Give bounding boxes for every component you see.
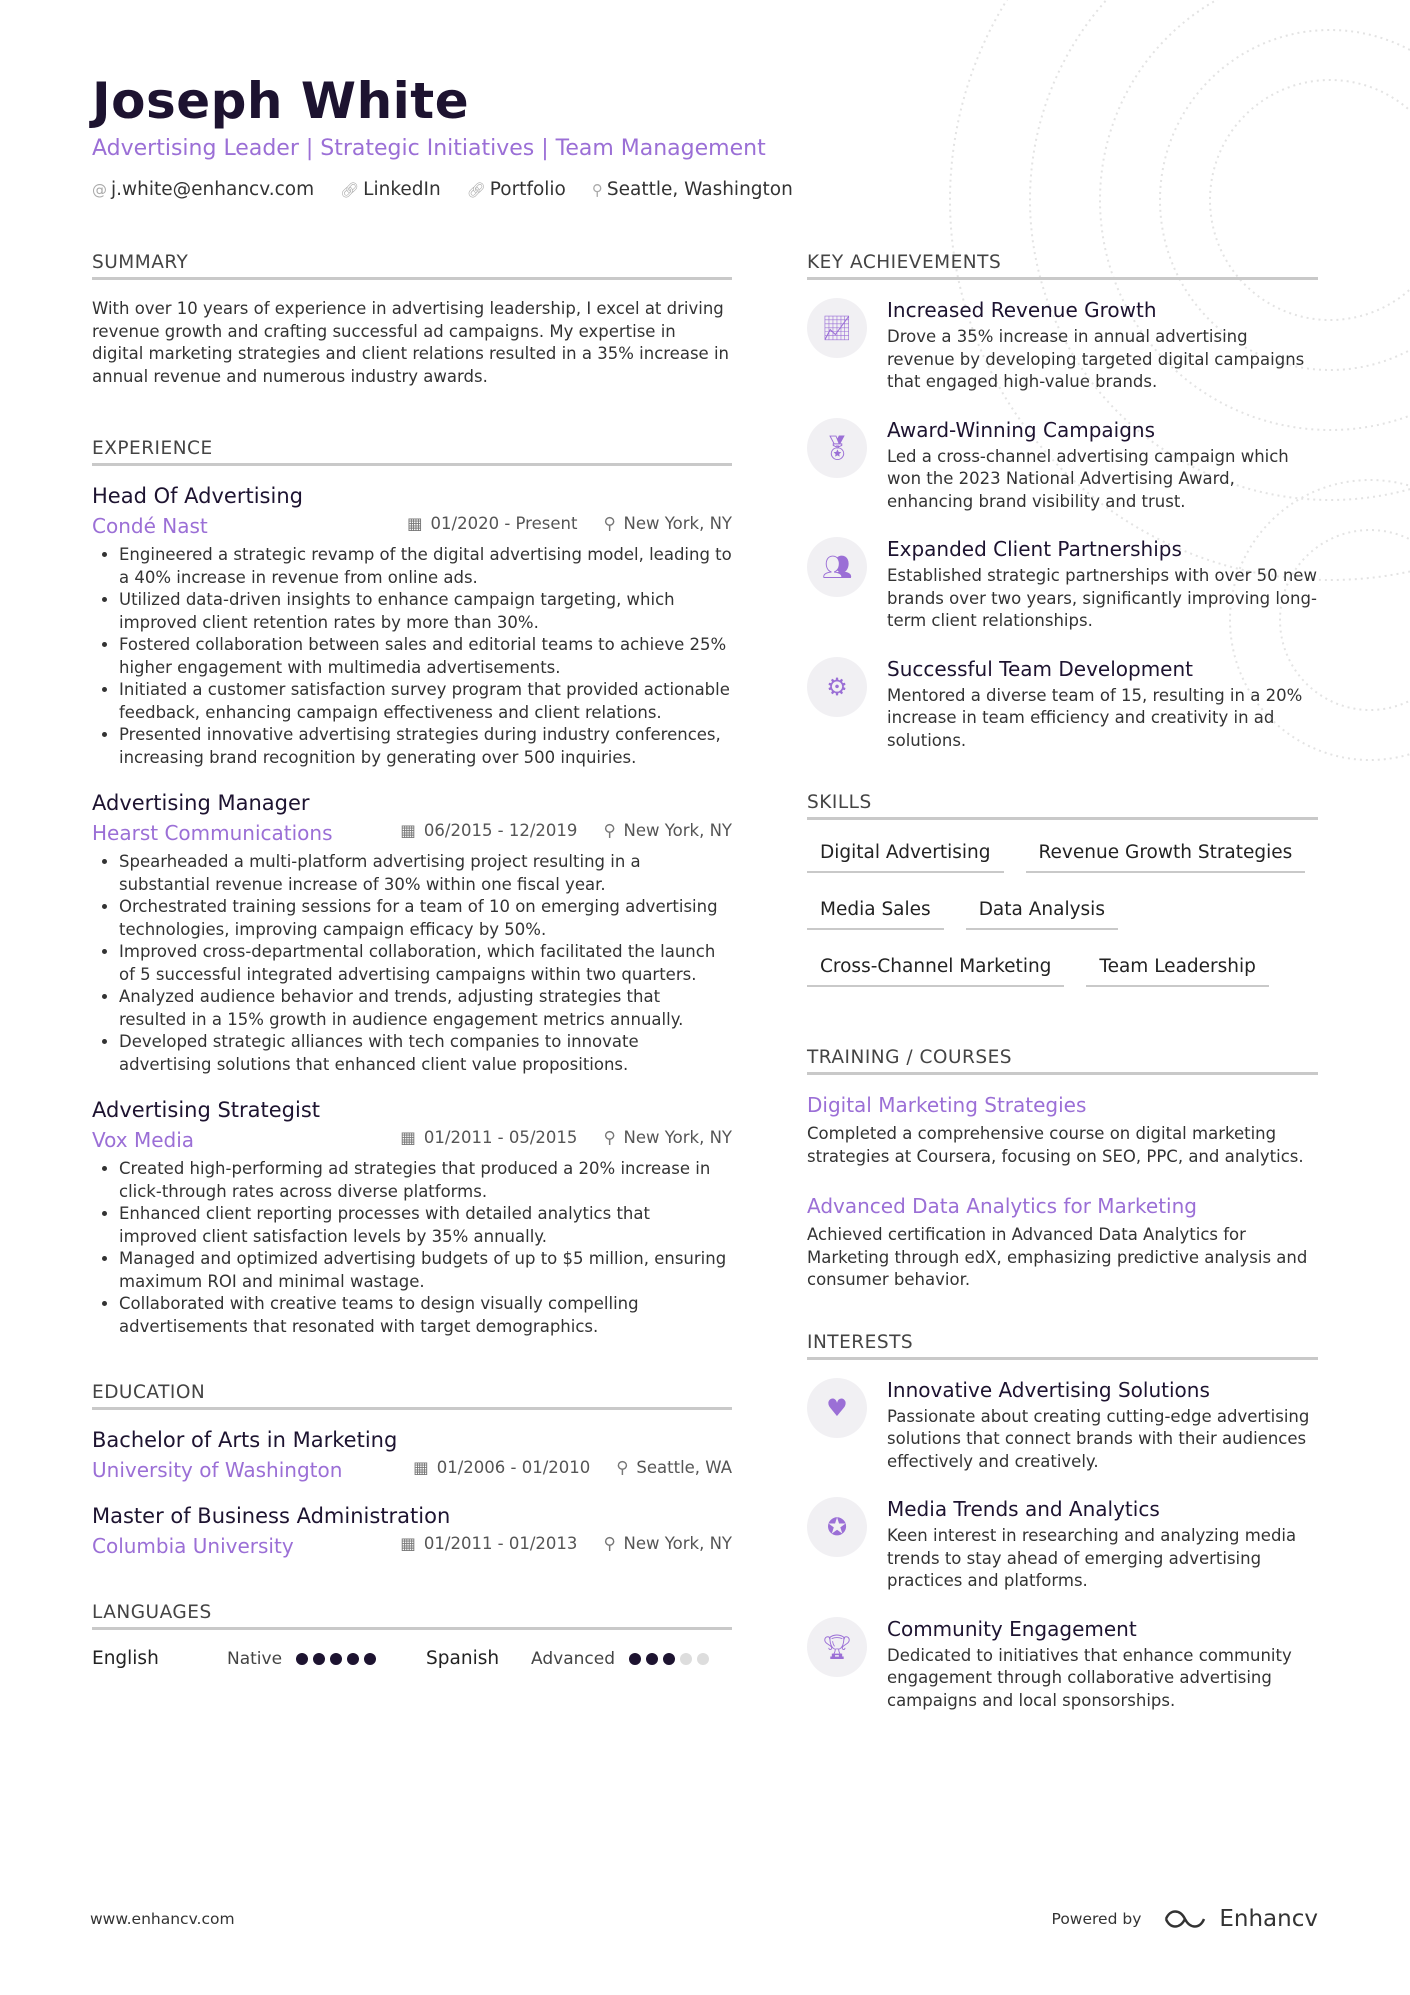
section-title: TRAINING / COURSES xyxy=(807,1047,1318,1075)
footer xyxy=(90,1906,1318,1932)
section-title: SKILLS xyxy=(807,792,1318,820)
education-details xyxy=(413,1458,732,1482)
link-icon: 🔗︎ xyxy=(466,181,486,199)
trophy-icon: 🏆︎ xyxy=(807,1617,867,1677)
skill-list xyxy=(807,838,1318,987)
enhancv-logo[interactable] xyxy=(1163,1906,1318,1932)
job-location xyxy=(603,821,732,845)
proficiency-dot xyxy=(347,1653,359,1665)
contact-text: j.white@enhancv.com xyxy=(111,179,315,200)
contact-linkedin[interactable] xyxy=(340,179,441,200)
gears-icon: ⚙ xyxy=(807,657,867,717)
interest xyxy=(807,1617,1318,1713)
heart-icon: ♥ xyxy=(807,1378,867,1438)
degree: Master of Business Administration xyxy=(92,1504,451,1528)
achievement-title: Successful Team Development xyxy=(887,656,1193,681)
proficiency-dot xyxy=(296,1653,308,1665)
proficiency-dot xyxy=(313,1653,325,1665)
calendar-icon: ▦ xyxy=(400,1128,416,1147)
medal-icon: 🏅︎ xyxy=(807,418,867,478)
enhancv-logo-icon xyxy=(1163,1908,1209,1930)
candidate-name: Joseph White xyxy=(92,72,470,130)
location-icon: ⚲ xyxy=(603,1128,616,1147)
left-column xyxy=(92,252,732,1669)
calendar-icon: ▦ xyxy=(400,821,416,840)
section-title: KEY ACHIEVEMENTS xyxy=(807,252,1318,280)
chart-line-icon: 📈︎ xyxy=(807,298,867,358)
achievement-body xyxy=(887,657,1318,753)
interest-text: Dedicated to initiatives that enhance community engagement through collaborative advertising campaigns and local sponsorships. xyxy=(887,1645,1292,1710)
training-list xyxy=(807,1093,1318,1292)
interest-text: Passionate about creating cutting-edge advertising solutions that connect brands with their audiences effectively and creatively. xyxy=(887,1406,1310,1471)
school-name[interactable]: University of Washington xyxy=(92,1458,343,1482)
bullet-item: • Collaborated with creative teams to design visually compelling advertisements that resonated with target demographics. xyxy=(119,1293,732,1338)
users-icon: 👥︎ xyxy=(807,537,867,597)
interest-body xyxy=(887,1497,1318,1593)
job-meta xyxy=(92,821,732,845)
dates-text: 01/2011 - 01/2013 xyxy=(423,1534,578,1553)
bullet-item: • Initiated a customer satisfaction survey program that provided actionable feedback, enhancing campaign effectiveness and client relations. xyxy=(119,679,732,724)
contact-text: LinkedIn xyxy=(363,179,441,200)
bullet-item: • Fostered collaboration between sales and editorial teams to achieve 25% higher engagement with multimedia advertisements. xyxy=(119,634,732,679)
link-icon: 🔗︎ xyxy=(340,181,360,199)
location-text: New York, NY xyxy=(623,821,732,840)
language-level: Native xyxy=(227,1648,283,1669)
language-name: Spanish xyxy=(426,1648,500,1669)
job-meta xyxy=(92,514,732,538)
education-list xyxy=(92,1428,732,1558)
achievement xyxy=(807,298,1318,394)
job-title: Advertising Manager xyxy=(92,791,310,815)
company-name[interactable]: Condé Nast xyxy=(92,514,208,538)
location-text: New York, NY xyxy=(623,1534,732,1553)
interest-text: Keen interest in researching and analyzing media trends to stay ahead of emerging advertising practices and platforms. xyxy=(887,1526,1297,1590)
training-item xyxy=(807,1194,1318,1292)
education-location xyxy=(616,1458,732,1482)
skill-tag: Data Analysis xyxy=(966,895,1118,930)
brand-name: Enhancv xyxy=(1219,1906,1318,1932)
bullet-item: • Spearheaded a multi-platform advertising project resulting in a substantial revenue increase of 30% within one fiscal year. xyxy=(119,851,732,896)
bullet-list xyxy=(119,1158,732,1338)
job-entry xyxy=(92,1098,732,1338)
proficiency-dot xyxy=(330,1653,342,1665)
achievement xyxy=(807,657,1318,753)
dates-text: 01/2020 - Present xyxy=(430,514,578,533)
location-icon: ⚲ xyxy=(616,1458,629,1477)
at-icon: @ xyxy=(92,181,107,199)
location-text: New York, NY xyxy=(623,514,732,533)
degree: Bachelor of Arts in Marketing xyxy=(92,1428,398,1452)
bullet-list xyxy=(119,851,732,1076)
language-item xyxy=(92,1648,376,1669)
interest-title: Community Engagement xyxy=(887,1616,1137,1641)
job-details xyxy=(400,1128,732,1152)
language-level: Advanced xyxy=(531,1648,616,1669)
bullet-item: • Managed and optimized advertising budgets of up to $5 million, ensuring maximum ROI and minimal wastage. xyxy=(119,1248,732,1293)
company-name[interactable]: Hearst Communications xyxy=(92,821,333,845)
education-entry xyxy=(92,1504,732,1558)
education-dates xyxy=(413,1458,590,1482)
achievement xyxy=(807,418,1318,514)
interest-list xyxy=(807,1378,1318,1713)
proficiency-dot xyxy=(629,1653,641,1665)
dates-text: 01/2006 - 01/2010 xyxy=(436,1458,591,1477)
headline: Advertising Leader | Strategic Initiatives | Team Management xyxy=(92,136,766,161)
interest-title: Innovative Advertising Solutions xyxy=(887,1377,1210,1402)
location-icon: ⚲ xyxy=(603,821,616,840)
language-list xyxy=(92,1648,732,1669)
job-details xyxy=(407,514,732,538)
section-title: EXPERIENCE xyxy=(92,438,732,466)
location-text: Seattle, WA xyxy=(636,1458,732,1477)
achievement-title: Award-Winning Campaigns xyxy=(887,417,1155,442)
job-dates xyxy=(400,821,577,845)
company-name[interactable]: Vox Media xyxy=(92,1128,195,1152)
proficiency-dot xyxy=(680,1653,692,1665)
achievement xyxy=(807,537,1318,633)
proficiency-dot xyxy=(646,1653,658,1665)
bullet-item: • Created high-performing ad strategies that produced a 20% increase in click-through rates across diverse platforms. xyxy=(119,1158,732,1203)
calendar-icon: ▦ xyxy=(413,1458,429,1477)
proficiency-dots xyxy=(629,1653,709,1665)
skill-tag: Digital Advertising xyxy=(807,838,1004,873)
skill-tag: Revenue Growth Strategies xyxy=(1026,838,1306,873)
achievement-body xyxy=(887,418,1318,514)
job-dates xyxy=(400,1128,577,1152)
bullet-item: • Orchestrated training sessions for a team of 10 on emerging advertising technologies, improving campaign efficacy by 50%. xyxy=(119,896,732,941)
calendar-icon: ▦ xyxy=(400,1534,416,1553)
job-entry xyxy=(92,791,732,1076)
proficiency-dot xyxy=(364,1653,376,1665)
resume-header xyxy=(92,72,793,200)
training-title[interactable]: Advanced Data Analytics for Marketing xyxy=(807,1194,1197,1218)
interest-title: Media Trends and Analytics xyxy=(887,1497,1160,1521)
achievement-text: Established strategic partnerships with over 50 new brands over two years, significantly improving long-term client relationships. xyxy=(887,566,1317,630)
training-title[interactable]: Digital Marketing Strategies xyxy=(807,1093,1087,1117)
job-dates xyxy=(407,514,578,538)
contact-portfolio[interactable] xyxy=(467,179,566,200)
skill-tag: Media Sales xyxy=(807,895,944,930)
proficiency-dot xyxy=(697,1653,709,1665)
skill-tag: Team Leadership xyxy=(1086,952,1268,987)
location-icon: ⚲ xyxy=(603,514,616,533)
education-details xyxy=(400,1534,732,1558)
contact-text: Seattle, Washington xyxy=(606,179,793,200)
interest xyxy=(807,1497,1318,1593)
contact-location xyxy=(592,179,793,200)
contact-list xyxy=(92,179,793,200)
bullet-list xyxy=(119,544,732,769)
interest xyxy=(807,1378,1318,1474)
award-icon: ✪ xyxy=(807,1497,867,1557)
dates-text: 01/2011 - 05/2015 xyxy=(423,1128,578,1147)
achievement-body xyxy=(887,537,1318,633)
achievement-title: Increased Revenue Growth xyxy=(887,298,1157,322)
contact-email[interactable] xyxy=(92,179,314,200)
right-column xyxy=(807,252,1318,1736)
achievement-body xyxy=(887,298,1318,394)
job-details xyxy=(400,821,732,845)
section-title: INTERESTS xyxy=(807,1332,1318,1360)
training-text: Completed a comprehensive course on digital marketing strategies at Coursera, focusing on SEO, PPC, and analytics. xyxy=(807,1124,1304,1166)
job-title: Advertising Strategist xyxy=(92,1098,321,1122)
location-icon: ⚲ xyxy=(591,181,603,199)
proficiency-dot xyxy=(663,1653,675,1665)
school-name[interactable]: Columbia University xyxy=(92,1534,294,1558)
section-title: EDUCATION xyxy=(92,1382,732,1410)
interest-body xyxy=(887,1617,1318,1713)
bullet-item: • Developed strategic alliances with tech companies to innovate advertising solutions that enhanced client value propositions. xyxy=(119,1031,732,1076)
skill-tag: Cross-Channel Marketing xyxy=(807,952,1064,987)
achievement-text: Led a cross-channel advertising campaign which won the 2023 National Advertising Award, enhancing brand visibility and trust. xyxy=(887,446,1289,511)
job-location xyxy=(603,514,732,538)
language-name: English xyxy=(92,1648,159,1669)
language-item xyxy=(426,1648,709,1669)
bullet-item: • Analyzed audience behavior and trends, adjusting strategies that resulted in a 15% growth in audience engagement metrics annually. xyxy=(119,986,732,1031)
dates-text: 06/2015 - 12/2019 xyxy=(423,821,578,840)
bullet-item: • Enhanced client reporting processes with detailed analytics that improved client satisfaction levels by 35% annually. xyxy=(119,1203,732,1248)
summary-text: With over 10 years of experience in advertising leadership, I excel at driving revenue growth and crafting successful ad campaigns. My expertise in digital marketing strategies and client relations resulted in a 35% increase in annual revenue and numerous industry awards. xyxy=(92,299,729,386)
job-location xyxy=(603,1128,732,1152)
calendar-icon: ▦ xyxy=(406,514,423,533)
bullet-item: • Improved cross-departmental collaboration, which facilitated the launch of 5 successful integrated advertising campaigns within two quarters. xyxy=(119,941,732,986)
job-meta xyxy=(92,1128,732,1152)
bullet-item: • Engineered a strategic revamp of the digital advertising model, leading to a 40% increase in revenue from online ads. xyxy=(119,544,732,589)
achievement-text: Mentored a diverse team of 15, resulting in a 20% increase in team efficiency and creativity in ad solutions. xyxy=(887,685,1303,750)
education-meta xyxy=(92,1458,732,1482)
achievement-title: Expanded Client Partnerships xyxy=(887,537,1182,561)
education-entry xyxy=(92,1428,732,1482)
education-meta xyxy=(92,1534,732,1558)
achievement-list xyxy=(807,298,1318,752)
interest-body xyxy=(887,1378,1318,1474)
bullet-item: • Utilized data-driven insights to enhance campaign targeting, which improved client retention rates by more than 30%. xyxy=(119,589,732,634)
website-link[interactable]: www.enhancv.com xyxy=(90,1910,235,1928)
job-title: Head Of Advertising xyxy=(92,484,303,508)
training-item xyxy=(807,1093,1318,1168)
job-entry xyxy=(92,484,732,769)
contact-text: Portfolio xyxy=(489,179,566,200)
proficiency-dots xyxy=(296,1653,376,1665)
location-text: New York, NY xyxy=(623,1128,732,1147)
section-title: LANGUAGES xyxy=(92,1602,732,1630)
education-location xyxy=(603,1534,732,1558)
section-title: SUMMARY xyxy=(92,252,732,280)
powered-by: Powered by xyxy=(1051,1910,1142,1928)
bullet-item: • Presented innovative advertising strategies during industry conferences, increasing brand recognition by generating over 500 inquiries. xyxy=(119,724,732,769)
training-text: Achieved certification in Advanced Data Analytics for Marketing through edX, emphasizing predictive analysis and consumer behavior. xyxy=(807,1225,1308,1289)
location-icon: ⚲ xyxy=(603,1534,616,1553)
achievement-text: Drove a 35% increase in annual advertising revenue by developing targeted digital campaigns that engaged high-value brands. xyxy=(887,327,1305,391)
education-dates xyxy=(400,1534,577,1558)
experience-list xyxy=(92,484,732,1338)
